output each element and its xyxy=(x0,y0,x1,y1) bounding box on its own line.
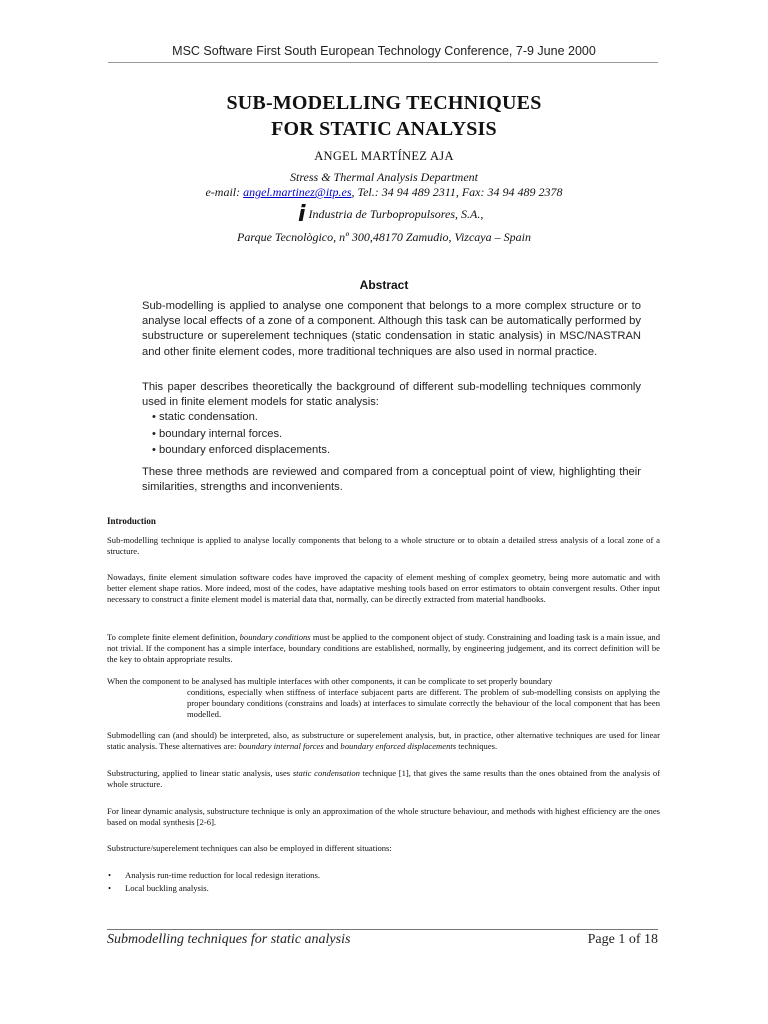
intro-paragraph-8: Substructure/superelement techniques can also be employed in different situations: xyxy=(107,843,392,853)
author-department: Stress & Thermal Analysis Department xyxy=(290,170,478,184)
intro-paragraph-4-rest: conditions, especially when stiffness of interface subjacent parts are different. The problem of sub-modelling consists on applying the proper boundary conditions (constrains and loads) at interfaces to simulate correctly the behaviour of the local component that has been modelled. xyxy=(187,687,660,720)
company-line xyxy=(298,202,483,227)
intro-paragraph-1: Sub-modelling technique is applied to analyse locally components that belong to a whole structure or to obtain a detailed stress analysis of a local zone of a structure. xyxy=(107,535,660,557)
author-name: ANGEL MARTÍNEZ AJA xyxy=(314,149,454,163)
footer-rule xyxy=(107,929,658,930)
author-contact xyxy=(0,185,768,200)
p5-emphasis-1: boundary internal forces xyxy=(238,741,324,752)
intro-paragraph-2: Nowadays, finite element simulation software codes have improved the capacity of element meshing of complex geometry, being more automatic and with better element shape ratios. More indeed, most of the codes, have adaptative meshing tools based on error estimators to obtain convergent results. Other input necessary to construct a finite element model is material data that, normally, can be directly extracted from material handbooks. xyxy=(107,572,660,605)
p3-text-b: must be applied to the component object of study. Constraining and loading task is a main issue, and not trivial. If the component has a simple interface, boundary conditions are established, normally, by engineering judgement, and its correct definition will be the key to obtain appropriate results. xyxy=(107,632,660,665)
p5-text-b: and xyxy=(323,741,341,752)
intro-paragraph-4-first: When the component to be analysed has multiple interfaces with other components, it can be complicate to set properly boundary xyxy=(107,676,553,686)
p5-emphasis-2: boundary enforced displacements xyxy=(340,741,457,752)
email-label: e-mail: xyxy=(205,185,241,199)
p3-text-a: To complete finite element definition, xyxy=(107,632,240,642)
p6-text-a: Substructuring, applied to linear static analysis, uses xyxy=(107,768,293,778)
abstract-paragraph-1: Sub-modelling is applied to analyse one component that belongs to a more complex structure or to analyse local effects of a zone of a component. Although this task can be automatically performed by substructure or superelement techniques (static condensation in static analysis) in MSC/NASTRAN and other finite element codes, more traditional techniques are also used in normal practice. xyxy=(142,300,641,358)
list-item: • boundary enforced displacements. xyxy=(152,442,642,459)
list-item: • Analysis run-time reduction for local redesign iterations. xyxy=(107,869,660,882)
page-number: Page 1 of 18 xyxy=(587,932,658,947)
p6-text-b: technique [1], that gives the same results than the ones obtained from the analysis of whole structure. xyxy=(107,768,661,790)
p5-text-c: techniques. xyxy=(456,741,498,752)
situations-list xyxy=(107,869,660,895)
abstract-paragraph-3: These three methods are reviewed and compared from a conceptual point of view, highlighting their similarities, strengths and inconvenients. xyxy=(142,466,641,494)
abstract-heading: Abstract xyxy=(359,278,409,292)
company-address: Parque Tecnològico, nº 300,48170 Zamudio, Vizcaya – Spain xyxy=(237,230,531,244)
abstract-paragraph-2: This paper describes theoretically the background of different sub-modelling techniques commonly used in finite element models for static analysis: xyxy=(142,381,641,409)
p6-emphasis: static condensation xyxy=(292,768,360,778)
company-logo: i xyxy=(298,202,306,227)
p3-emphasis: boundary conditions xyxy=(239,632,311,642)
phone-fax: , Tel.: 34 94 489 2311, Fax: 34 94 489 2378 xyxy=(351,185,563,199)
intro-paragraph-6 xyxy=(107,768,660,790)
introduction-heading: Introduction xyxy=(107,516,156,526)
abstract-method-list xyxy=(152,409,642,459)
list-item: • boundary internal forces. xyxy=(152,426,642,443)
p5-text-a: Submodelling can (and should) be interpreted, also, as substructure or superelement analysis, but, in practice, other alternative techniques are used for linear static analysis. These alternatives are: xyxy=(107,730,660,752)
company-name: Industria de Turbopropulsores, S.A., xyxy=(308,207,484,221)
footer-title: Submodelling techniques for static analysis xyxy=(107,932,351,947)
title-line-2: FOR STATIC ANALYSIS xyxy=(271,118,497,140)
intro-paragraph-5 xyxy=(107,730,660,752)
conference-header: MSC Software First South European Technology Conference, 7-9 June 2000 xyxy=(172,44,596,58)
header-rule xyxy=(108,62,658,63)
list-item: • Local buckling analysis. xyxy=(107,882,660,895)
email-link[interactable]: angel.martinez@itp.es xyxy=(243,185,352,199)
intro-paragraph-3 xyxy=(107,632,660,666)
list-item: • static condensation. xyxy=(152,409,642,426)
intro-paragraph-7: For linear dynamic analysis, substructure technique is only an approximation of the whole structure behaviour, and methods with highest efficiency are the ones based on modal synthesis [2-6]. xyxy=(107,806,660,828)
title-line-1: SUB-MODELLING TECHNIQUES xyxy=(226,92,542,114)
